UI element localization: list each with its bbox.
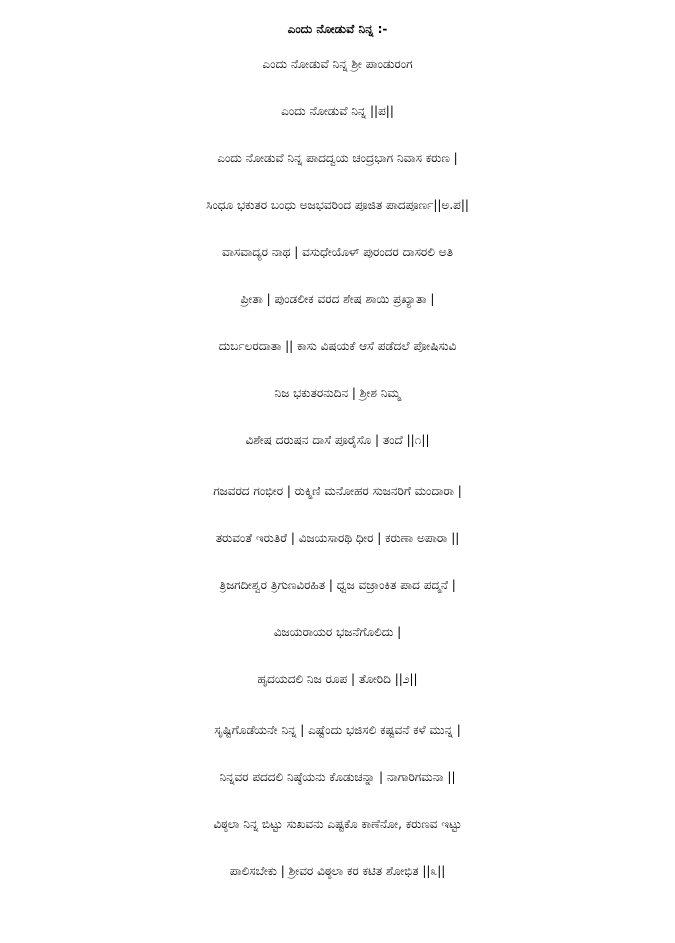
verse-line: ವಾಸವಾದ್ಯರ ನಾಥ | ವಸುಧೇಯೊಳ್ ಪುರಂದರ ದಾಸರಲಿ ಅತಿ xyxy=(221,245,454,259)
verse-line: ಎಂದು ನೋಡುವೆ ನಿನ್ನ ||ಪ|| xyxy=(281,104,394,118)
verse-line: ಪಾಲಿಸಬೇಕು | ಶ್ರೀವರ ವಿಠ್ಠಲಾ ಕರ ಕಟಿತ ಶೋಭಿತ ||೩|| xyxy=(229,864,446,878)
verse-line: ಗಜವರದ ಗಂಭೀರ | ರುಕ್ಮಿಣಿ ಮನೋಹರ ಸುಜನರಿಗೆ ಮಂದಾರಾ | xyxy=(213,484,462,498)
verse-line: ವಿಶೇಷ ದರುಷನ ದಾಸೆ ಪೂರೈಸೊ | ತಂದೆ ||೧|| xyxy=(245,433,430,447)
verse-line: ಸಿಂಧೂ ಭಕುತರ ಬಂಧು ಅಜಭವರಿಂದ ಪೂಜಿತ ಪಾದಪೂರ್ಣ||ಅ.ಪ|| xyxy=(206,198,469,212)
verse-line: ಹೃದಯದಲಿ ನಿಜ ರೂಪ | ತೋರಿದಿ ||೨|| xyxy=(257,672,418,686)
verse-line: ಎಂದು ನೋಡುವೆ ನಿನ್ನ ಶ್ರೀ ಪಾಂಡುರಂಗ xyxy=(262,57,413,71)
stanza-3 xyxy=(0,710,675,898)
verse-line: ವಿಠ್ಠಲಾ ನಿನ್ನ ಬಿಟ್ಟು ಸುಖವನು ಎಷ್ಟಕೊ ಕಾಣೆನೋ, ಕರುಣವ ಇಟ್ಟು xyxy=(213,817,462,831)
verse-line: ಸೃಷ್ಟಿಗೊಡೆಯನೇ ನಿನ್ನ | ಎಷ್ಟೆಂದು ಭಜಿಸಲಿ ಕಷ್ಟವನೆ ಕಳೆ ಮುನ್ನ | xyxy=(214,723,461,737)
verse-line: ದುರ್ಬಲರದಾತಾ || ಕಾಸು ವಿಷಯಕೆ ಆಸೆ ಪಡೆದಲೆ ಪೋಷಿಸುವಿ xyxy=(218,339,457,353)
stanza-2 xyxy=(0,471,675,706)
verse-line: ಎಂದು ನೋಡುವೆ ನಿನ್ನ ಪಾದದ್ವಯ ಚಂದ್ರಭಾಗ ನಿವಾಸ ಕರುಣ | xyxy=(217,151,458,165)
verse-line: ತ್ರಿಜಗದೀಶ್ವರ ತ್ರಿಗುಣವಿರಹಿತ | ಧ್ವಜ ವಜ್ರಾಂಕಿತ ಪಾದ ಪದ್ಮನೆ | xyxy=(219,578,456,592)
verse-line: ನಿನ್ನವರ ಪದದಲಿ ನಿಷ್ಠೆಯನು ಕೊಡುಚನ್ನಾ | ನಾಗಾರಿಗಮನಾ || xyxy=(219,770,456,784)
verse-line: ವಿಜಯರಾಯರ ಭಜನೆಗೊಲಿದು | xyxy=(273,625,402,639)
verse-line: ತರುವಂತೆ ಇರುತಿರೆ | ವಿಜಯಸಾರಥಿ ಧೀರ | ಕರುಣಾ ಅಪಾರಾ || xyxy=(215,531,460,545)
song-title: ಎಂದು ನೋಡುವೆ ನಿನ್ನ :- xyxy=(287,22,388,36)
verse-line: ಪ್ರೀತಾ | ಪುಂಡಲೀಕ ವರದ ಶೇಷ ಶಾಯಿ ಪ್ರಖ್ಯಾತಾ | xyxy=(240,292,435,306)
stanza-1 xyxy=(0,44,675,467)
verse-line: ನಿಜ ಭಕುತರನುದಿನ | ಶ್ರೀಶ ನಿಮ್ಮ xyxy=(274,386,401,400)
